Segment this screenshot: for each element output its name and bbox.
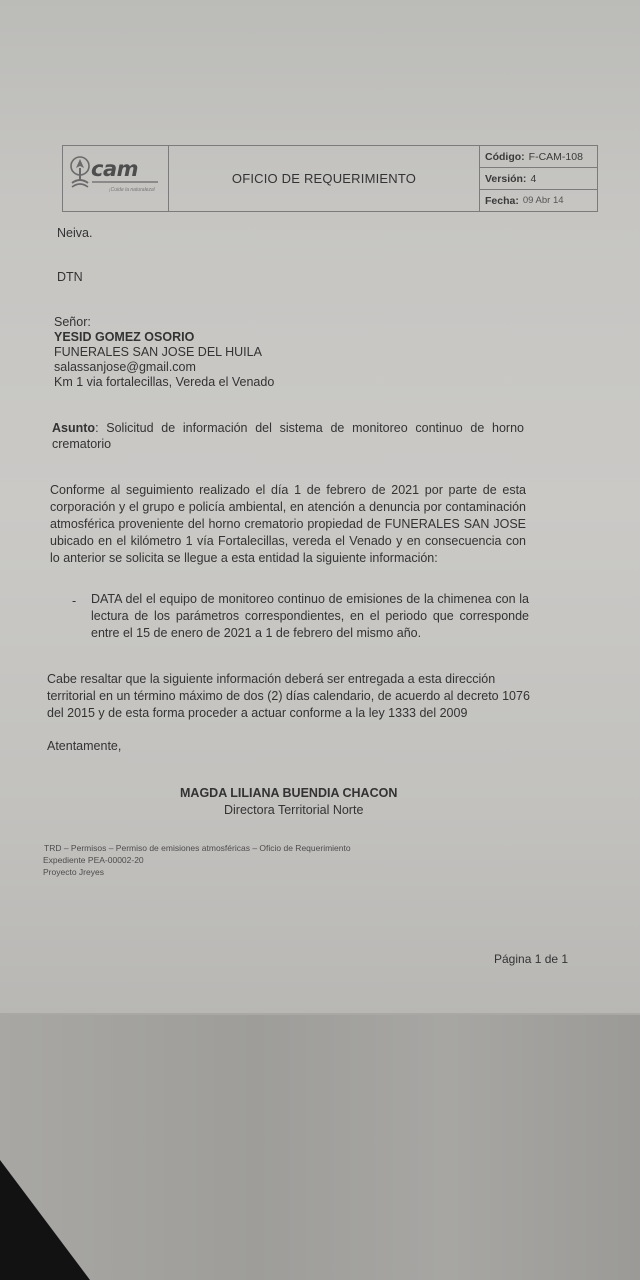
proyecto-line: Proyecto Jreyes (43, 867, 104, 877)
recipient-address: Km 1 via fortalecillas, Vereda el Venado (54, 375, 275, 389)
subject (52, 421, 524, 452)
body-paragraph-2: Cabe resaltar que la siguiente información deberá ser entregada a esta dirección territorial en un término máximo de dos (2) días calendario, de acuerdo al decreto 1076 del 2015 y de esta forma proceder a actuar conforme a la ley 1333 del 2009 (47, 672, 530, 720)
recipient-name: YESID GOMEZ OSORIO (54, 330, 195, 344)
recipient-email: salassanjose@gmail.com (54, 360, 196, 374)
salutation: Señor: (54, 315, 91, 329)
bullet-item: DATA del el equipo de monitoreo continuo de emisiones de la chimenea con la lectura de los parámetros correspondientes, en el periodo que corresponde entre el 15 de enero de 2021 a 1 de febrero del mismo año. (91, 592, 529, 640)
logo-cell (63, 146, 169, 211)
expediente-line: Expediente PEA-00002-20 (43, 855, 144, 865)
recipient-company: FUNERALES SAN JOSE DEL HUILA (54, 345, 262, 359)
fecha-value: 09 Abr 14 (522, 195, 564, 206)
version-row (480, 167, 597, 189)
background-surface (0, 1160, 90, 1280)
logo-tagline: ¡Cuide la naturaleza! (109, 187, 156, 193)
subject-label: Asunto (52, 421, 96, 435)
fecha-label: Fecha: (485, 194, 519, 207)
underlying-sheet (0, 1015, 640, 1280)
document-meta (480, 146, 597, 211)
signer-title: Directora Territorial Norte (224, 803, 364, 817)
office-code: DTN (57, 270, 83, 284)
codigo-label: Código: (485, 150, 525, 163)
signer-name: MAGDA LILIANA BUENDIA CHACON (180, 786, 398, 800)
trd-line: TRD – Permisos – Permiso de emisiones atmosféricas – Oficio de Requerimiento (44, 843, 351, 853)
codigo-value: F-CAM-108 (528, 150, 583, 163)
body-paragraph-1: Conforme al seguimiento realizado el día 1 de febrero de 2021 por parte de esta corporación y el grupo e policía ambiental, en atención a denuncia por contaminación atmosférica proveniente del horno crematorio propiedad de FUNERALES SAN JOSE ubicado en el kilómetro 1 vía Fortalecillas, vereda el Venado y en consecuencia con lo anterior se solicita se llegue a esta entidad la siguiente información: (50, 483, 526, 565)
cam-emblem-icon (69, 156, 91, 190)
fecha-row (480, 189, 597, 211)
version-value: 4 (530, 172, 537, 185)
bullet-marker: - (72, 594, 77, 608)
closing: Atentamente, (47, 739, 122, 753)
header-table (62, 145, 598, 212)
version-label: Versión: (485, 172, 527, 185)
logo-underline (92, 181, 158, 183)
city: Neiva. (57, 226, 93, 240)
page-number: Página 1 de 1 (494, 952, 569, 966)
codigo-row (480, 146, 597, 167)
logo-text: cam (91, 157, 139, 181)
document-title: OFICIO DE REQUERIMIENTO (169, 146, 480, 211)
subject-text: : Solicitud de información del sistema de monitoreo continuo de horno crematorio (52, 421, 524, 451)
